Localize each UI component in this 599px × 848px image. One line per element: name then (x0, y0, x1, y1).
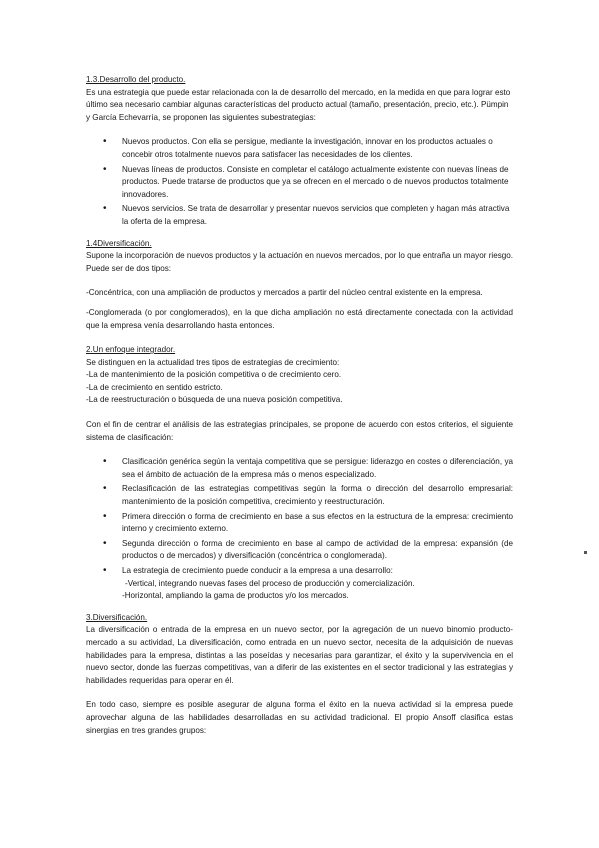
section-heading-1-4: 1.4Diversificación. (86, 238, 152, 248)
list-item: • Nuevas líneas de productos. Consiste en completar el catálogo actualmente existente con nuevas líneas de productos. Puede tratarse de productos que ya se ofrecen en el mercado o de nuevos productos totalmente innovadores. (122, 164, 513, 202)
paragraph: -Conglomerada (o por conglomerados), en la que dicha ampliación no está directamente conectada con la actividad que la empresa venía desarrollando hasta entonces. (86, 307, 513, 330)
paragraph: -Concéntrica, con una ampliación de productos y mercados a partir del núcleo central existente en la empresa. (86, 288, 483, 298)
list-item-text: La estrategia de crecimiento puede conducir a la empresa a una desarrollo: (122, 566, 393, 575)
list-item: • Reclasificación de las estrategias competitivas según la forma o dirección del desarrollo empresarial: mantenimiento de la posición competitiva, crecimiento y reestructuración. (122, 483, 513, 508)
section-heading-1-3: 1.3.Desarrollo del producto. (86, 75, 186, 84)
sub-item: -Vertical, integrando nuevas fases del proceso de producción y comercialización. (125, 578, 415, 588)
section-heading-2: 2.Un enfoque integrador. (86, 345, 176, 355)
bullet-list (86, 456, 513, 603)
paragraph: Supone la incorporación de nuevos productos y la actuación en nuevos mercados, por lo que entraña un mayor riesgo. Puede ser de dos tipos: (86, 251, 513, 273)
text-line: Se distinguen en la actualidad tres tipos de estrategias de crecimiento: (86, 357, 340, 367)
list-item: • Primera dirección o forma de crecimiento en base a sus efectos en la estructura de la empresa: crecimiento interno y crecimiento externo. (122, 511, 513, 536)
list-item: • Segunda dirección o forma de crecimiento en base al campo de actividad de la empresa: expansión (de productos o de mercados) y diversificación (concéntrica o conglomerada). (122, 538, 513, 563)
list-item (122, 565, 513, 603)
section-heading-3: 3.Diversificación. (86, 612, 148, 622)
paragraph: La diversificación o entrada de la empresa en un nuevo sector, por la agregación de un nuevo binomio producto-mercado a su actividad, La diversificación, como entrada en un nuevo sector, necesita de la adquisición de nuevas habilidades para la empresa, distintas a las poseídas y necesarias para garantizar, el éxito y la supervivencia en el nuevo sector, donde las fuerzas competitivas, van a diferir de las existentes en el sector tradicional y las estrategias y habilidades requeridas para operar en él. (86, 625, 513, 685)
text-line: -La de reestructuración o búsqueda de una nueva posición competitiva. (86, 395, 343, 405)
list-item: • Nuevos servicios. Se trata de desarrollar y presentar nuevos servicios que completen y hagan más atractiva la oferta de la empresa. (122, 203, 513, 228)
text-line: -La de crecimiento en sentido estricto. (86, 382, 223, 392)
text-line: -La de mantenimiento de la posición competitiva o de crecimiento cero. (86, 370, 342, 380)
paragraph: En todo caso, siempre es posible asegurar de alguna forma el éxito en la nueva actividad si la empresa puede aprovechar alguna de las habilidades desarrolladas en su actividad tradicional. El propio Ansoff clasifica estas sinergias en tres grandes grupos: (86, 700, 513, 735)
list-item: • Nuevos productos. Con ella se persigue, mediante la investigación, innovar en los productos actuales o concebir otros totalmente nuevos para satisfacer las necesidades de los clientes. (122, 136, 513, 161)
paragraph: Es una estrategia que puede estar relacionada con la de desarrollo del mercado, en la medida en que para lograr esto último sea necesario cambiar algunas características del producto actual (tamaño, presentación, precio, etc.). Pümpin y García Echevarría, se proponen las siguientes subestrategias: (86, 87, 511, 122)
list-item: • Clasificación genérica según la ventaja competitiva que se persigue: liderazgo en costes o diferenciación, ya sea el ámbito de actuación de la empresa más o menos especializado. (122, 456, 513, 481)
paragraph: Con el fin de centrar el análisis de las estrategias principales, se propone de acuerdo con estos criterios, el siguiente sistema de clasificación: (86, 420, 513, 442)
bullet-list (86, 136, 513, 228)
margin-mark (584, 551, 587, 554)
sub-item: -Horizontal, ampliando la gama de productos y/o los mercados. (122, 591, 349, 601)
